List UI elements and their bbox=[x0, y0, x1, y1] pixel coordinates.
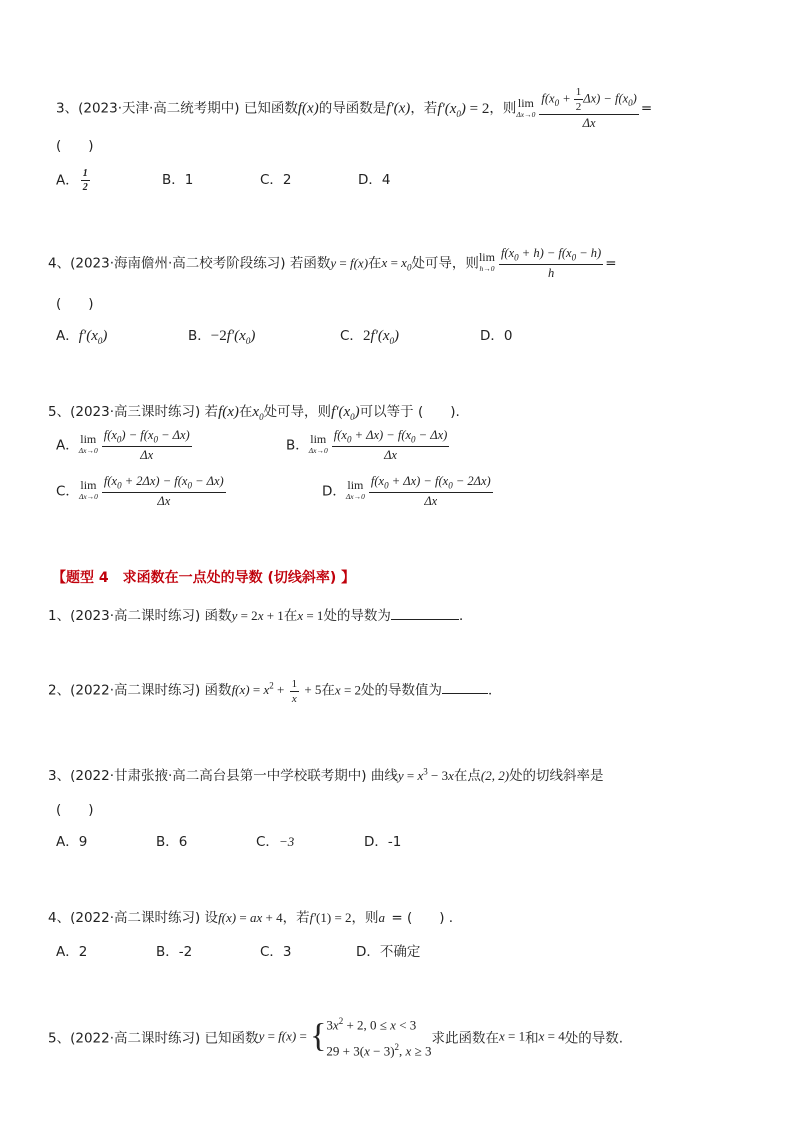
piecewise-brace: { bbox=[310, 1017, 327, 1055]
option-c: C．−3 bbox=[256, 834, 295, 850]
limit-operator: lim h→0 bbox=[478, 250, 495, 274]
piecewise-cases: $3x^2 + 2$, 0 ≤ x < 3 $29 + 3(x - 3)^2$, x ≥ 3 bbox=[326, 1016, 432, 1059]
option-d: D．0 bbox=[480, 328, 513, 344]
limit-operator: lim Δx→0 bbox=[516, 95, 536, 119]
option-c: C．lim Δx→0 $\frac{f(x_0 + 2\Delta x) - f(x_0 - \Delta x)}{\Delta x}$ bbox=[56, 474, 224, 508]
option-b: B．-2 bbox=[156, 944, 193, 960]
answer-blank[interactable] bbox=[442, 681, 488, 694]
question-4b: 4、(2022·高二课时练习) 设f(x) = ax + 4，若f′(1) = 2，则a = ( ) . bbox=[48, 910, 454, 926]
math-fx: f bbox=[297, 100, 303, 117]
math-fprime-x: f′(x) bbox=[386, 100, 411, 117]
question-3a-tail: = bbox=[640, 100, 653, 117]
option-c: C．3 bbox=[260, 944, 292, 960]
question-3a: 3、(2023·天津·高二统考期中) 已知函数f(x)的导函数是f′(x)，若$f'(x_0) = 2$，则lim Δx→0 $f(x_0$ + $\frac{1}{2}$ $\Delta x) - f(x_0)$ Δx = bbox=[56, 86, 653, 130]
option-a: A．$f'(x_0)$ bbox=[56, 328, 108, 346]
option-a: A．lim Δx→0 $\frac{f(x_0) - f(x_0 - \Delta x)}{\Delta x}$ bbox=[56, 428, 190, 462]
option-d: D．-1 bbox=[364, 834, 402, 850]
question-5b: 5、(2022·高二课时练习) 已知函数y = f(x) = { $3x^2 + 2$, 0 ≤ x < 3 $29 + 3(x - 3)^2$, x ≥ 3 求此函数在x = 1和x = 4处的导数. bbox=[48, 1010, 623, 1063]
option-a: A． $\frac{1}{2}$ bbox=[56, 168, 88, 193]
option-c: C．2 bbox=[260, 172, 292, 188]
question-4a: 4、(2023·海南儋州·高二校考阶段练习) 若函数y = f(x)在$x = x_0$处可导，则lim h→0 $\frac{f(x_0 + h) - f(x_0 - h)}{h}$ = bbox=[48, 246, 617, 280]
question-3a-prefix: 3、(2023·天津·高二统考期中) 已知函数 bbox=[56, 100, 298, 117]
question-3b-paren: ( ) bbox=[56, 802, 94, 818]
question-3a-paren: ( ) bbox=[56, 138, 94, 154]
option-d: D．4 bbox=[358, 172, 391, 188]
limit-fraction: $f(x_0$ + $\frac{1}{2}$ $\Delta x) - f(x_0)$ Δx bbox=[541, 86, 637, 130]
section-heading: 【题型 4 求函数在一点处的导数 (切线斜率) 】 bbox=[52, 570, 356, 586]
option-b: B．6 bbox=[156, 834, 188, 850]
option-d: D．不确定 bbox=[356, 944, 421, 960]
question-3a-t3: ，则 bbox=[489, 100, 517, 117]
option-a-value: $\frac{1}{2}$ bbox=[82, 168, 88, 193]
question-3a-t2: ，若 bbox=[410, 100, 438, 117]
option-a: A．2 bbox=[56, 944, 88, 960]
math-condition: $f'(x_0) = 2$ bbox=[437, 100, 490, 119]
question-1b: 1、(2023·高二课时练习) 函数y = 2x + 1在x = 1处的导数为 ． bbox=[48, 608, 473, 624]
option-b: B．1 bbox=[162, 172, 194, 188]
question-3a-t1: 的导函数是 bbox=[318, 100, 387, 117]
option-b: B．lim Δx→0 $\frac{f(x_0 + \Delta x) - f(x_0 - \Delta x)}{\Delta x}$ bbox=[286, 428, 448, 462]
question-5a: 5、(2023·高三课时练习) 若f(x)在$x_0$处可导，则$f'(x_0)$可以等于 ( ). bbox=[48, 404, 460, 422]
question-4a-paren: ( ) bbox=[56, 296, 94, 312]
question-2b: 2、(2022·高二课时练习) 函数$f(x) = x^2$ + $\frac{1}{x}$ + 5在x = 2处的导数值为 ． bbox=[48, 678, 502, 705]
option-a: A．9 bbox=[56, 834, 88, 850]
option-d: D．lim Δx→0 $\frac{f(x_0 + \Delta x) - f(x_0 - 2\Delta x)}{\Delta x}$ bbox=[322, 474, 491, 508]
question-4a-prefix: 4、(2023·海南儋州·高二校考阶段练习) 若函数 bbox=[48, 255, 331, 272]
question-3b: 3、(2022·甘肃张掖·高二高台县第一中学校联考期中) 曲线$y = x^3 - 3x$在点(2, 2)处的切线斜率是 bbox=[48, 766, 604, 784]
option-c: C．$2f'(x_0)$ bbox=[340, 328, 400, 346]
answer-blank[interactable] bbox=[391, 607, 459, 620]
option-b: B．$-2f'(x_0)$ bbox=[188, 328, 256, 346]
limit-fraction: $\frac{f(x_0 + h) - f(x_0 - h)}{h}$ bbox=[500, 246, 602, 280]
